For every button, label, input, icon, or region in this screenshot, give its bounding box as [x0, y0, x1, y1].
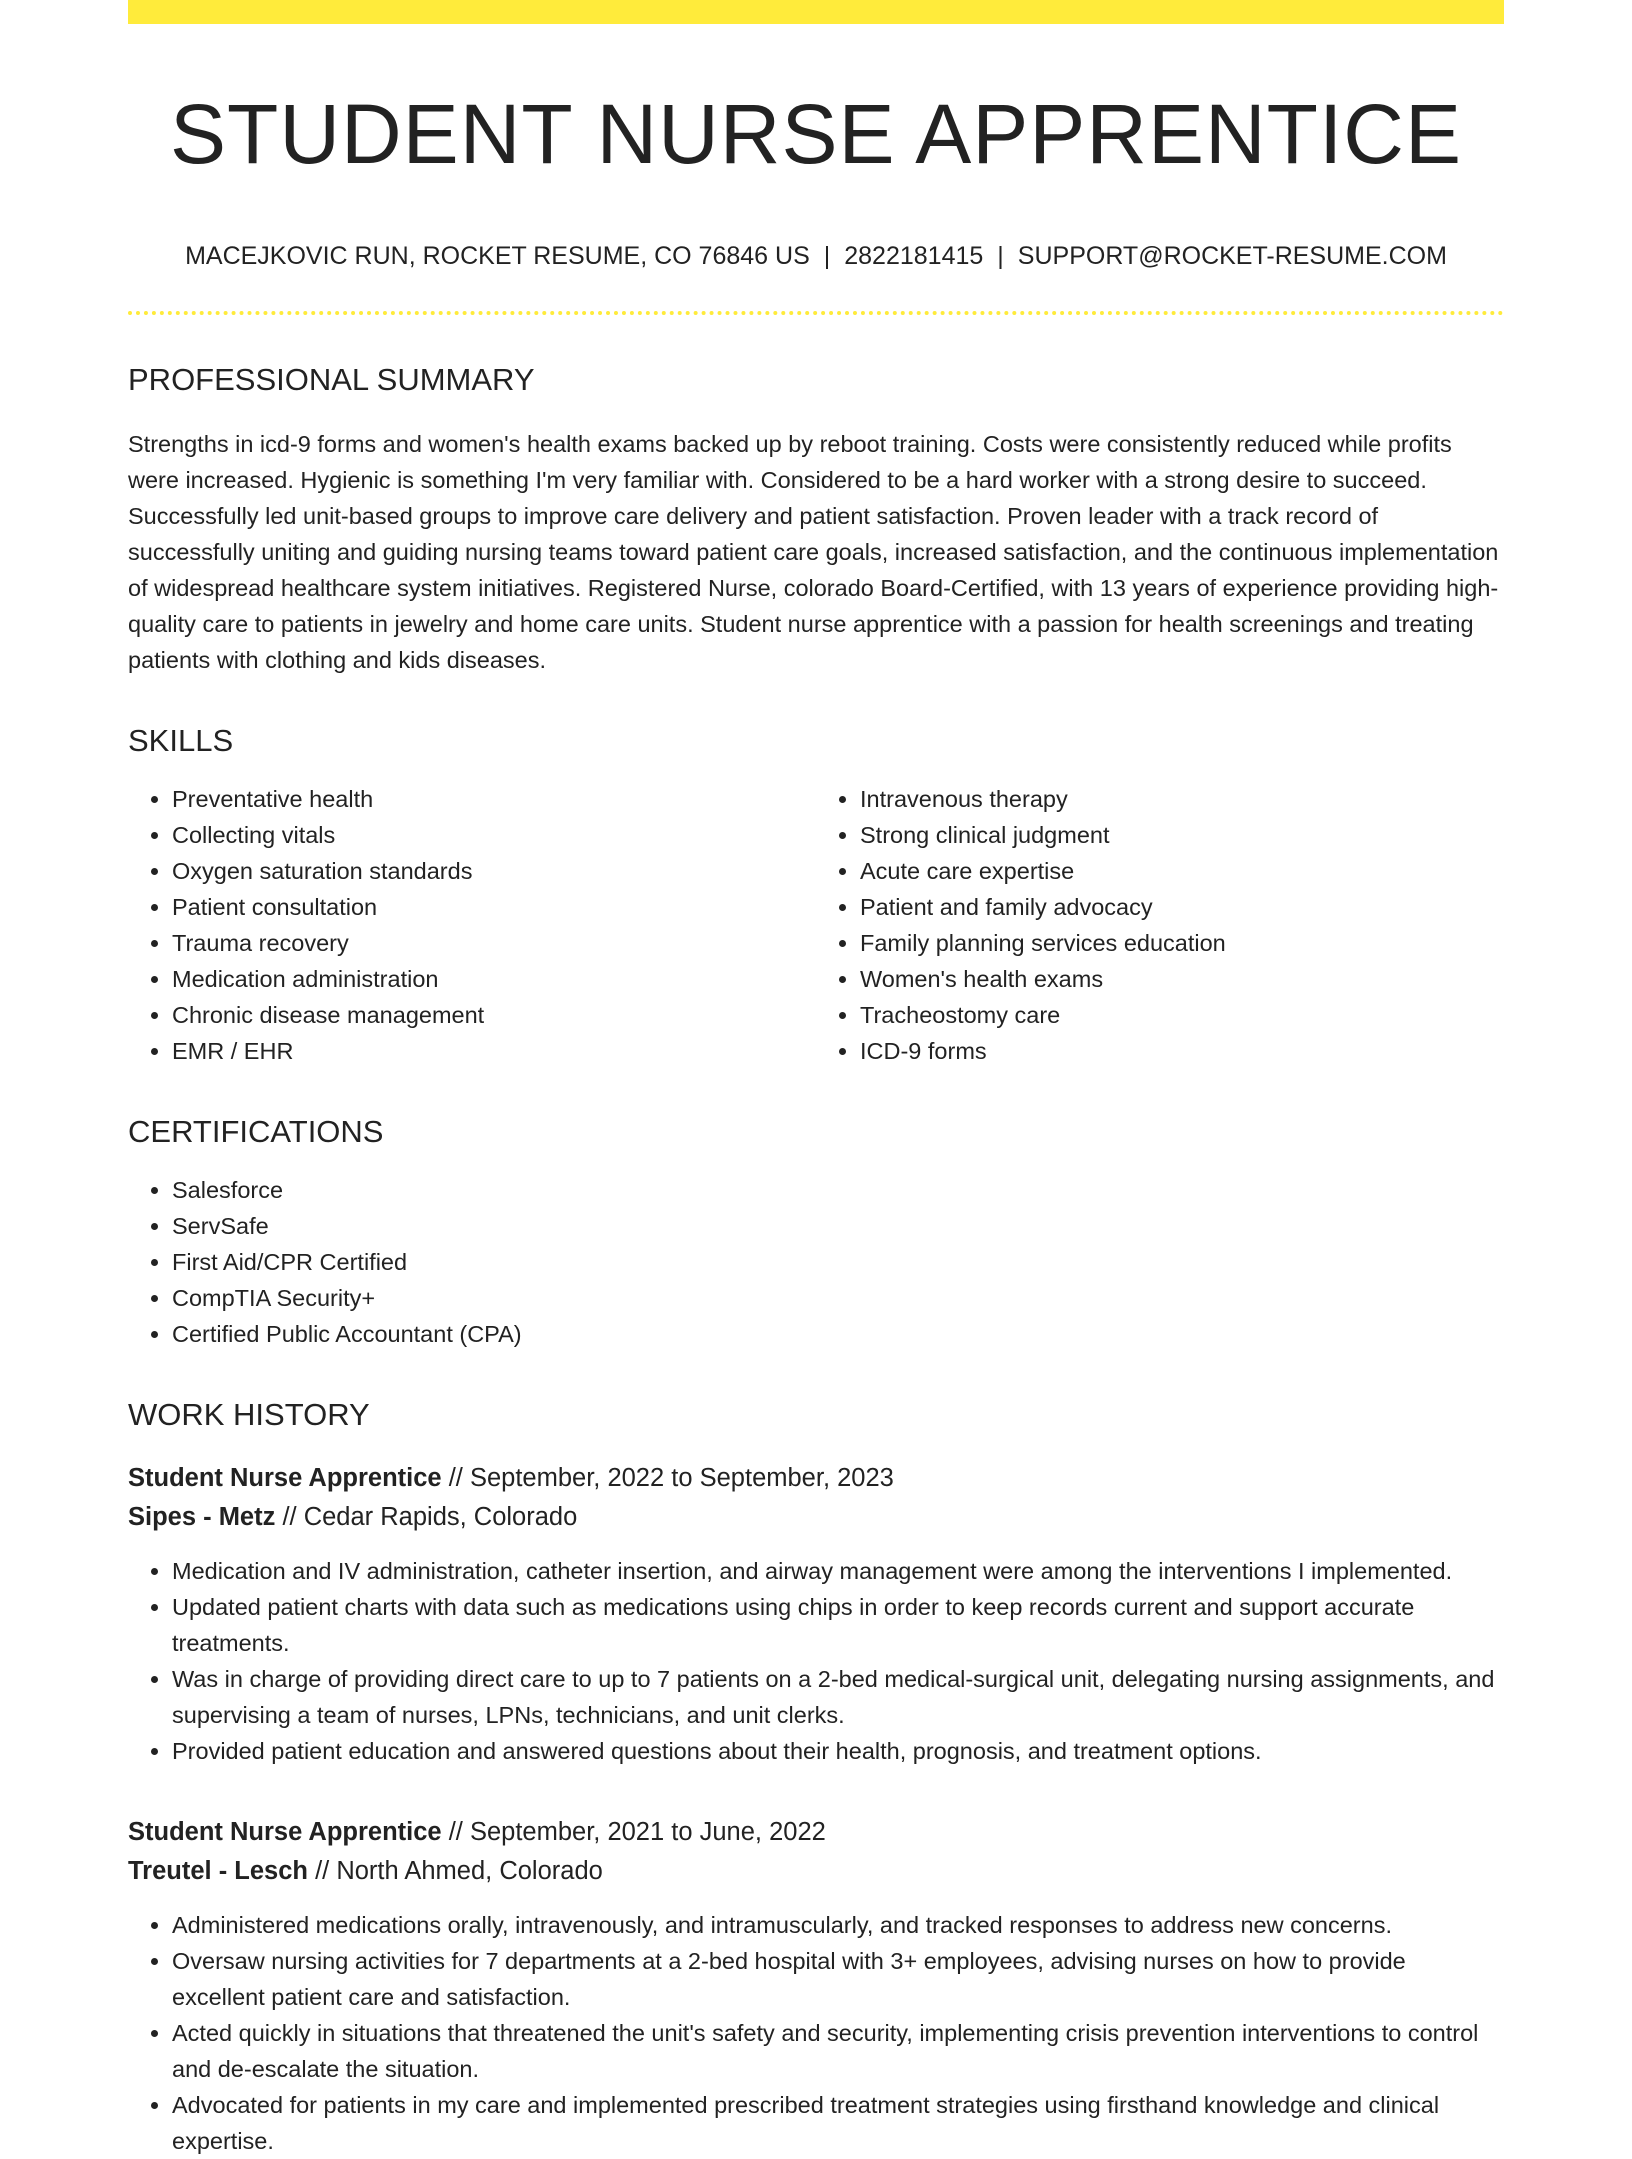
job-bullet: • Acted quickly in situations that threatened the unit's safety and security, implementing crisis prevention interventions to control and de-escalate the situation.: [172, 2015, 1504, 2087]
job-bullets: [128, 1907, 1504, 2159]
summary-heading: PROFESSIONAL SUMMARY: [128, 361, 535, 397]
job-bullet: • Medication and IV administration, catheter insertion, and airway management were among the interventions I implemented.: [172, 1553, 1504, 1589]
job-bullet: • Was in charge of providing direct care to up to 7 patients on a 2-bed medical-surgical unit, delegating nursing assignments, and supervising a team of nurses, LPNs, technicians, and unit clerks.: [172, 1661, 1504, 1733]
job-bullet: • Administered medications orally, intravenously, and intramuscularly, and tracked responses to address new concerns.: [172, 1907, 1504, 1943]
contact-phone: 2822181415: [844, 241, 984, 270]
job-bullet: • Advocated for patients in my care and implemented prescribed treatment strategies using firsthand knowledge and clinical expertise.: [172, 2087, 1504, 2159]
job-entry: [128, 1813, 1504, 2159]
skill-item: • Intravenous therapy: [860, 781, 1504, 817]
skill-item: • EMR / EHR: [172, 1033, 816, 1069]
job-bullets: [128, 1553, 1504, 1769]
resume-title: STUDENT NURSE APPRENTICE: [170, 87, 1462, 181]
skills-list-right: [816, 781, 1504, 1069]
certification-item: • Certified Public Accountant (CPA): [172, 1316, 1504, 1352]
skills-section: [128, 722, 1504, 1069]
contact-line: [128, 241, 1504, 271]
job-location: // Cedar Rapids, Colorado: [275, 1503, 578, 1532]
work-history-heading: WORK HISTORY: [128, 1397, 370, 1433]
summary-text: Strengths in icd-9 forms and women's health exams backed up by reboot training. Costs were consistently reduced while profits were increased. Hygienic is something I'm very familiar with. Considered to be a hard worker with a strong desire to succeed. Successfully led unit-based groups to improve care delivery and patient satisfaction. Proven leader with a track record of successfully uniting and guiding nursing teams toward patient care goals, increased satisfaction, and the continuous implementation of widespread healthcare system initiatives. Registered Nurse, colorado Board-Certified, with 13 years of experience providing high-quality care to patients in jewelry and home care units. Student nurse apprentice with a passion for health screenings and treating patients with clothing and kids diseases.: [128, 430, 1499, 673]
contact-email: SUPPORT@ROCKET-RESUME.COM: [1017, 241, 1447, 270]
skill-item: • Chronic disease management: [172, 997, 816, 1033]
job-company-line: [128, 1498, 1504, 1537]
job-entry: [128, 1459, 1504, 1769]
work-history-section: [128, 1396, 1504, 2159]
contact-separator: |: [997, 241, 1004, 270]
job-bullet: • Provided patient education and answered questions about their health, prognosis, and treatment options.: [172, 1733, 1504, 1769]
skill-item: • Medication administration: [172, 961, 816, 997]
skills-grid: [128, 781, 1504, 1069]
job-bullet: • Oversaw nursing activities for 7 departments at a 2-bed hospital with 3+ employees, advising nurses on how to provide excellent patient care and satisfaction.: [172, 1943, 1504, 2015]
skill-item: • Tracheostomy care: [860, 997, 1504, 1033]
job-location: // North Ahmed, Colorado: [307, 1857, 603, 1886]
job-title-line: [128, 1459, 1504, 1498]
certification-item: • ServSafe: [172, 1208, 1504, 1244]
skill-item: • Patient and family advocacy: [860, 889, 1504, 925]
skill-item: • Acute care expertise: [860, 853, 1504, 889]
job-company: Sipes - Metz: [128, 1503, 276, 1532]
contact-address: MACEJKOVIC RUN, ROCKET RESUME, CO 76846 US: [185, 241, 810, 270]
job-dates: // September, 2021 to June, 2022: [441, 1818, 826, 1847]
certifications-list: [128, 1172, 1504, 1352]
summary-section: [128, 361, 1504, 678]
certifications-section: [128, 1113, 1504, 1352]
skills-list-left: [128, 781, 816, 1069]
resume-page: [128, 0, 1504, 2159]
skill-item: • Trauma recovery: [172, 925, 816, 961]
dotted-divider: [128, 311, 1504, 315]
job-title: Student Nurse Apprentice: [128, 1464, 442, 1493]
job-bullet: • Updated patient charts with data such as medications using chips in order to keep records current and support accurate treatments.: [172, 1589, 1504, 1661]
job-dates: // September, 2022 to September, 2023: [441, 1464, 894, 1493]
certifications-heading: CERTIFICATIONS: [128, 1113, 384, 1149]
skill-item: • Women's health exams: [860, 961, 1504, 997]
job-title: Student Nurse Apprentice: [128, 1818, 442, 1847]
skills-heading: SKILLS: [128, 722, 234, 758]
certification-item: • Salesforce: [172, 1172, 1504, 1208]
certification-item: • First Aid/CPR Certified: [172, 1244, 1504, 1280]
skill-item: • Oxygen saturation standards: [172, 853, 816, 889]
contact-separator: |: [823, 241, 831, 270]
job-company-line: [128, 1852, 1504, 1891]
job-title-line: [128, 1813, 1504, 1852]
skill-item: • Strong clinical judgment: [860, 817, 1504, 853]
skill-item: • ICD-9 forms: [860, 1033, 1504, 1069]
skill-item: • Family planning services education: [860, 925, 1504, 961]
skill-item: • Collecting vitals: [172, 817, 816, 853]
accent-top-bar: [128, 0, 1504, 24]
skill-item: • Patient consultation: [172, 889, 816, 925]
certification-item: • CompTIA Security+: [172, 1280, 1504, 1316]
skill-item: • Preventative health: [172, 781, 816, 817]
job-company: Treutel - Lesch: [128, 1857, 308, 1886]
